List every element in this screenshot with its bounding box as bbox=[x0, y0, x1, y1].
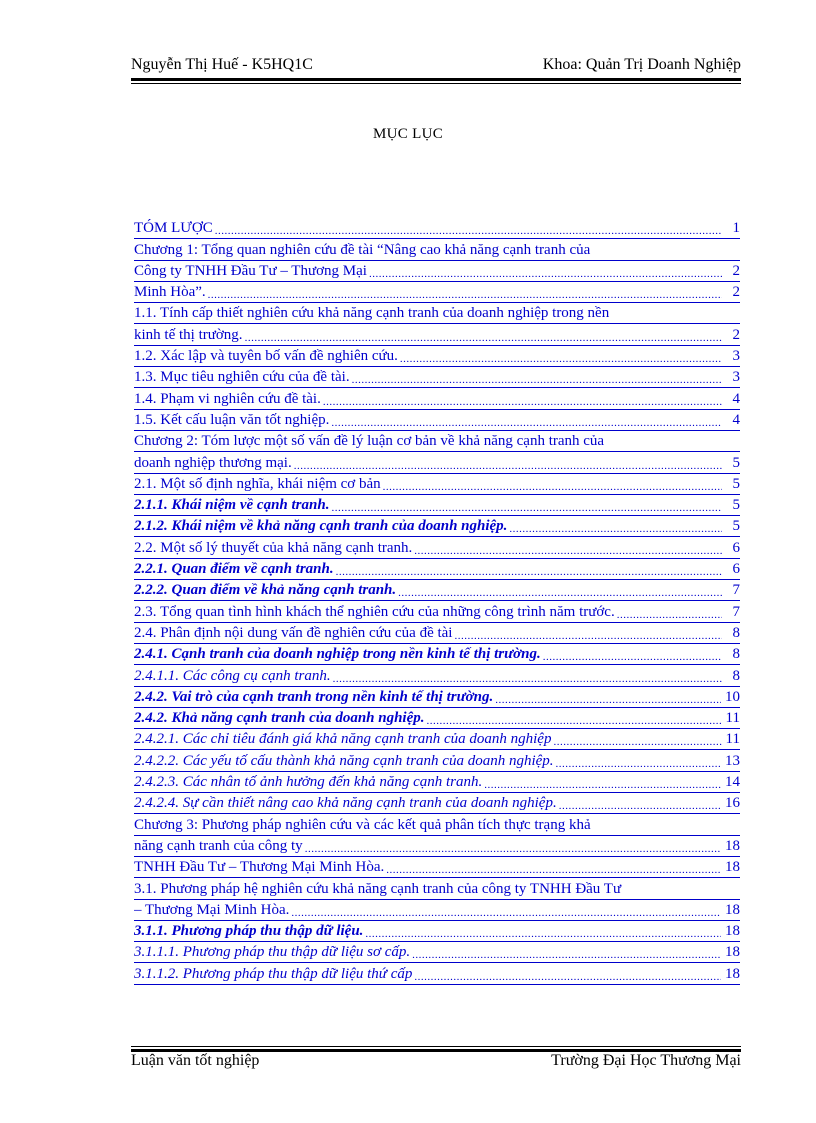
toc-page-number: 18 bbox=[725, 923, 740, 940]
toc-page-number: 7 bbox=[732, 603, 740, 620]
toc-leader-dots bbox=[294, 459, 722, 473]
toc-leader-dots bbox=[495, 693, 721, 707]
toc-leader-dots bbox=[336, 565, 722, 579]
toc-entry[interactable] bbox=[134, 772, 740, 793]
toc-page-number: 10 bbox=[725, 688, 740, 705]
toc-entry-text: 2.4.2.2. Các yếu tố cấu thành khả năng cạnh tranh của doanh nghiệp. bbox=[134, 752, 554, 769]
toc-page-number: 16 bbox=[725, 795, 740, 812]
toc-entry-text: 2.4.1. Cạnh tranh của doanh nghiệp trong nền kinh tế thị trường. bbox=[134, 646, 541, 663]
toc-entry-text: 1.1. Tính cấp thiết nghiên cứu khả năng cạnh tranh của doanh nghiệp trong nền bbox=[134, 305, 610, 322]
toc-entry-text: 2.4.2.1. Các chỉ tiêu đánh giá khả năng cạnh tranh của doanh nghiệp bbox=[134, 731, 552, 748]
toc-leader-dots bbox=[412, 948, 721, 962]
toc-entry[interactable] bbox=[134, 750, 740, 771]
toc-page-number: 2 bbox=[732, 326, 740, 343]
toc-page-number: 8 bbox=[732, 624, 740, 641]
footer-thesis-label: Luận văn tốt nghiệp bbox=[131, 1052, 260, 1069]
toc-entry-text: TÓM LƯỢC bbox=[134, 220, 213, 237]
toc-entry[interactable] bbox=[134, 303, 740, 324]
toc-page-number: 2 bbox=[732, 284, 740, 301]
header-rule bbox=[131, 78, 741, 84]
toc-leader-dots bbox=[305, 842, 721, 856]
toc-leader-dots bbox=[427, 714, 722, 728]
toc-entry[interactable] bbox=[134, 537, 740, 558]
toc-entry[interactable] bbox=[134, 474, 740, 495]
toc-entry[interactable] bbox=[134, 665, 740, 686]
toc-entry-text: 2.2. Một số lý thuyết của khả năng cạnh tranh. bbox=[134, 539, 413, 556]
toc-entry-text: 2.1.2. Khái niệm về khả năng cạnh tranh của doanh nghiệp. bbox=[134, 518, 508, 535]
toc-page-number: 18 bbox=[725, 944, 740, 961]
toc-entry[interactable] bbox=[134, 388, 740, 409]
toc-entry-text: 2.4.2.4. Sự cần thiết nâng cao khả năng cạnh tranh của doanh nghiệp. bbox=[134, 795, 557, 812]
toc-leader-dots bbox=[383, 480, 722, 494]
toc-entry-text: 1.3. Mục tiêu nghiên cứu của đề tài. bbox=[134, 369, 350, 386]
toc-entry-text: – Thương Mại Minh Hòa. bbox=[134, 901, 290, 918]
toc-page-number: 5 bbox=[732, 454, 740, 471]
toc-leader-dots bbox=[484, 778, 721, 792]
toc-leader-dots bbox=[400, 352, 722, 366]
toc-entry-text: Chương 2: Tóm lược một số vấn đề lý luận cơ bản về khả năng cạnh tranh của bbox=[134, 433, 605, 450]
toc-entry[interactable] bbox=[134, 942, 740, 963]
toc-entry-text: 3.1.1.2. Phương pháp thu thập dữ liệu thứ cấp bbox=[134, 965, 413, 982]
toc-entry[interactable] bbox=[134, 900, 740, 921]
toc-entry-text: 2.4.2. Khả năng cạnh tranh của doanh nghiệp. bbox=[134, 710, 425, 727]
toc-entry-text: 3.1.1.1. Phương pháp thu thập dữ liệu sơ cấp. bbox=[134, 944, 411, 961]
header-faculty: Khoa: Quản Trị Doanh Nghiệp bbox=[542, 56, 741, 73]
toc-entry-text: 2.2.2. Quan điểm về khả năng cạnh tranh. bbox=[134, 582, 397, 599]
toc-entry-text: 2.1. Một số định nghĩa, khái niệm cơ bản bbox=[134, 475, 381, 492]
toc-page-number: 11 bbox=[725, 731, 740, 748]
toc-page-number: 4 bbox=[732, 390, 740, 407]
toc-leader-dots bbox=[386, 863, 721, 877]
toc-entry[interactable] bbox=[134, 729, 740, 750]
toc-page-number: 1 bbox=[732, 220, 740, 237]
toc-leader-dots bbox=[245, 331, 722, 345]
toc-entry[interactable] bbox=[134, 516, 740, 537]
toc-page-number: 18 bbox=[725, 965, 740, 982]
toc-leader-dots bbox=[352, 373, 722, 387]
toc-entry[interactable] bbox=[134, 963, 740, 984]
toc-entry-text: năng cạnh tranh của công ty bbox=[134, 837, 303, 854]
toc-entry[interactable] bbox=[134, 601, 740, 622]
page-footer bbox=[131, 1052, 741, 1070]
toc-entry-text: 1.5. Kết cấu luận văn tốt nghiệp. bbox=[134, 411, 330, 428]
toc-entry[interactable] bbox=[134, 559, 740, 580]
toc-leader-dots bbox=[559, 799, 721, 813]
toc-page-number: 7 bbox=[732, 582, 740, 599]
toc-leader-dots bbox=[556, 757, 721, 771]
toc-leader-dots bbox=[509, 522, 722, 536]
toc-page-number: 8 bbox=[732, 667, 740, 684]
toc-leader-dots bbox=[323, 395, 722, 409]
toc-entry[interactable] bbox=[134, 708, 740, 729]
toc-page-number: 14 bbox=[725, 774, 740, 791]
toc-entry[interactable] bbox=[134, 623, 740, 644]
toc-entry-text: TNHH Đầu Tư – Thương Mại Minh Hòa. bbox=[134, 859, 385, 876]
toc-page-number: 18 bbox=[725, 837, 740, 854]
toc-entry[interactable] bbox=[134, 261, 740, 282]
toc-entry-text: doanh nghiệp thương mại. bbox=[134, 454, 292, 471]
toc-leader-dots bbox=[291, 906, 721, 920]
toc-page-number: 8 bbox=[732, 646, 740, 663]
toc-entry[interactable] bbox=[134, 814, 740, 835]
toc-entry[interactable] bbox=[134, 793, 740, 814]
toc-entry-text: 2.4.2.3. Các nhân tố ảnh hưởng đến khả năng cạnh tranh. bbox=[134, 774, 483, 791]
toc-entry[interactable] bbox=[134, 410, 740, 431]
toc-entry-text: kinh tế thị trường. bbox=[134, 326, 243, 343]
table-of-contents bbox=[134, 218, 740, 985]
toc-entry[interactable] bbox=[134, 346, 740, 367]
toc-entry[interactable] bbox=[134, 282, 740, 303]
toc-leader-dots bbox=[369, 267, 722, 281]
footer-university: Trường Đại Học Thương Mại bbox=[551, 1052, 741, 1069]
toc-page-number: 3 bbox=[732, 348, 740, 365]
toc-page-number: 5 bbox=[732, 497, 740, 514]
toc-entry-text: Minh Hòa”. bbox=[134, 284, 206, 301]
toc-leader-dots bbox=[414, 544, 722, 558]
toc-page-number: 18 bbox=[725, 859, 740, 876]
toc-entry[interactable] bbox=[134, 878, 740, 899]
toc-page-number: 2 bbox=[732, 262, 740, 279]
toc-leader-dots bbox=[543, 650, 722, 664]
toc-leader-dots bbox=[454, 629, 722, 643]
toc-entry[interactable] bbox=[134, 452, 740, 473]
toc-page-number: 6 bbox=[732, 539, 740, 556]
toc-leader-dots bbox=[617, 608, 722, 622]
toc-leader-dots bbox=[365, 927, 721, 941]
toc-entry[interactable] bbox=[134, 218, 740, 239]
toc-leader-dots bbox=[553, 735, 721, 749]
toc-entry-text: 2.4.2. Vai trò của cạnh tranh trong nền kinh tế thị trường. bbox=[134, 688, 494, 705]
toc-entry-text: 2.3. Tổng quan tình hình khách thể nghiên cứu của những công trình năm trước. bbox=[134, 603, 615, 620]
toc-leader-dots bbox=[414, 970, 721, 984]
toc-leader-dots bbox=[333, 672, 722, 686]
toc-entry[interactable] bbox=[134, 239, 740, 260]
toc-page-number: 18 bbox=[725, 901, 740, 918]
toc-entry-text: 3.1. Phương pháp hệ nghiên cứu khả năng cạnh tranh của công ty TNHH Đầu Tư bbox=[134, 880, 622, 897]
toc-entry-text: 3.1.1. Phương pháp thu thập dữ liệu. bbox=[134, 923, 364, 940]
toc-entry[interactable] bbox=[134, 495, 740, 516]
toc-page-number: 6 bbox=[732, 561, 740, 578]
toc-leader-dots bbox=[398, 586, 722, 600]
toc-page-number: 5 bbox=[732, 518, 740, 535]
toc-page-number: 5 bbox=[732, 475, 740, 492]
toc-entry[interactable] bbox=[134, 431, 740, 452]
toc-entry[interactable] bbox=[134, 921, 740, 942]
toc-page-number: 11 bbox=[725, 710, 740, 727]
toc-page-number: 13 bbox=[725, 752, 740, 769]
header-author: Nguyễn Thị Huế - K5HQ1C bbox=[131, 56, 313, 73]
toc-entry-text: Chương 3: Phương pháp nghiên cứu và các kết quả phân tích thực trạng khả bbox=[134, 816, 591, 833]
toc-entry-text: 2.2.1. Quan điểm về cạnh tranh. bbox=[134, 561, 334, 578]
toc-entry[interactable] bbox=[134, 687, 740, 708]
page-title: MỤC LỤC bbox=[372, 126, 444, 142]
toc-page-number: 4 bbox=[732, 411, 740, 428]
toc-page-number: 3 bbox=[732, 369, 740, 386]
toc-entry-text: 2.4. Phân định nội dung vấn đề nghiên cứu của đề tài bbox=[134, 624, 453, 641]
toc-entry[interactable] bbox=[134, 367, 740, 388]
toc-leader-dots bbox=[208, 288, 722, 302]
toc-entry[interactable] bbox=[134, 580, 740, 601]
page-header bbox=[131, 52, 741, 74]
toc-entry-text: 1.2. Xác lập và tuyên bố vấn đề nghiên cứu. bbox=[134, 348, 398, 365]
toc-entry[interactable] bbox=[134, 836, 740, 857]
toc-entry[interactable] bbox=[134, 324, 740, 345]
toc-entry[interactable] bbox=[134, 644, 740, 665]
toc-leader-dots bbox=[215, 224, 722, 238]
toc-leader-dots bbox=[331, 416, 722, 430]
toc-entry-text: Chương 1: Tổng quan nghiên cứu đề tài “Nâng cao khả năng cạnh tranh của bbox=[134, 241, 591, 258]
toc-leader-dots bbox=[331, 501, 722, 515]
toc-entry-text: Công ty TNHH Đầu Tư – Thương Mại bbox=[134, 262, 367, 279]
toc-entry-text: 2.4.1.1. Các công cụ cạnh tranh. bbox=[134, 667, 331, 684]
toc-entry[interactable] bbox=[134, 857, 740, 878]
toc-entry-text: 1.4. Phạm vi nghiên cứu đề tài. bbox=[134, 390, 321, 407]
toc-entry-text: 2.1.1. Khái niệm về cạnh tranh. bbox=[134, 497, 330, 514]
